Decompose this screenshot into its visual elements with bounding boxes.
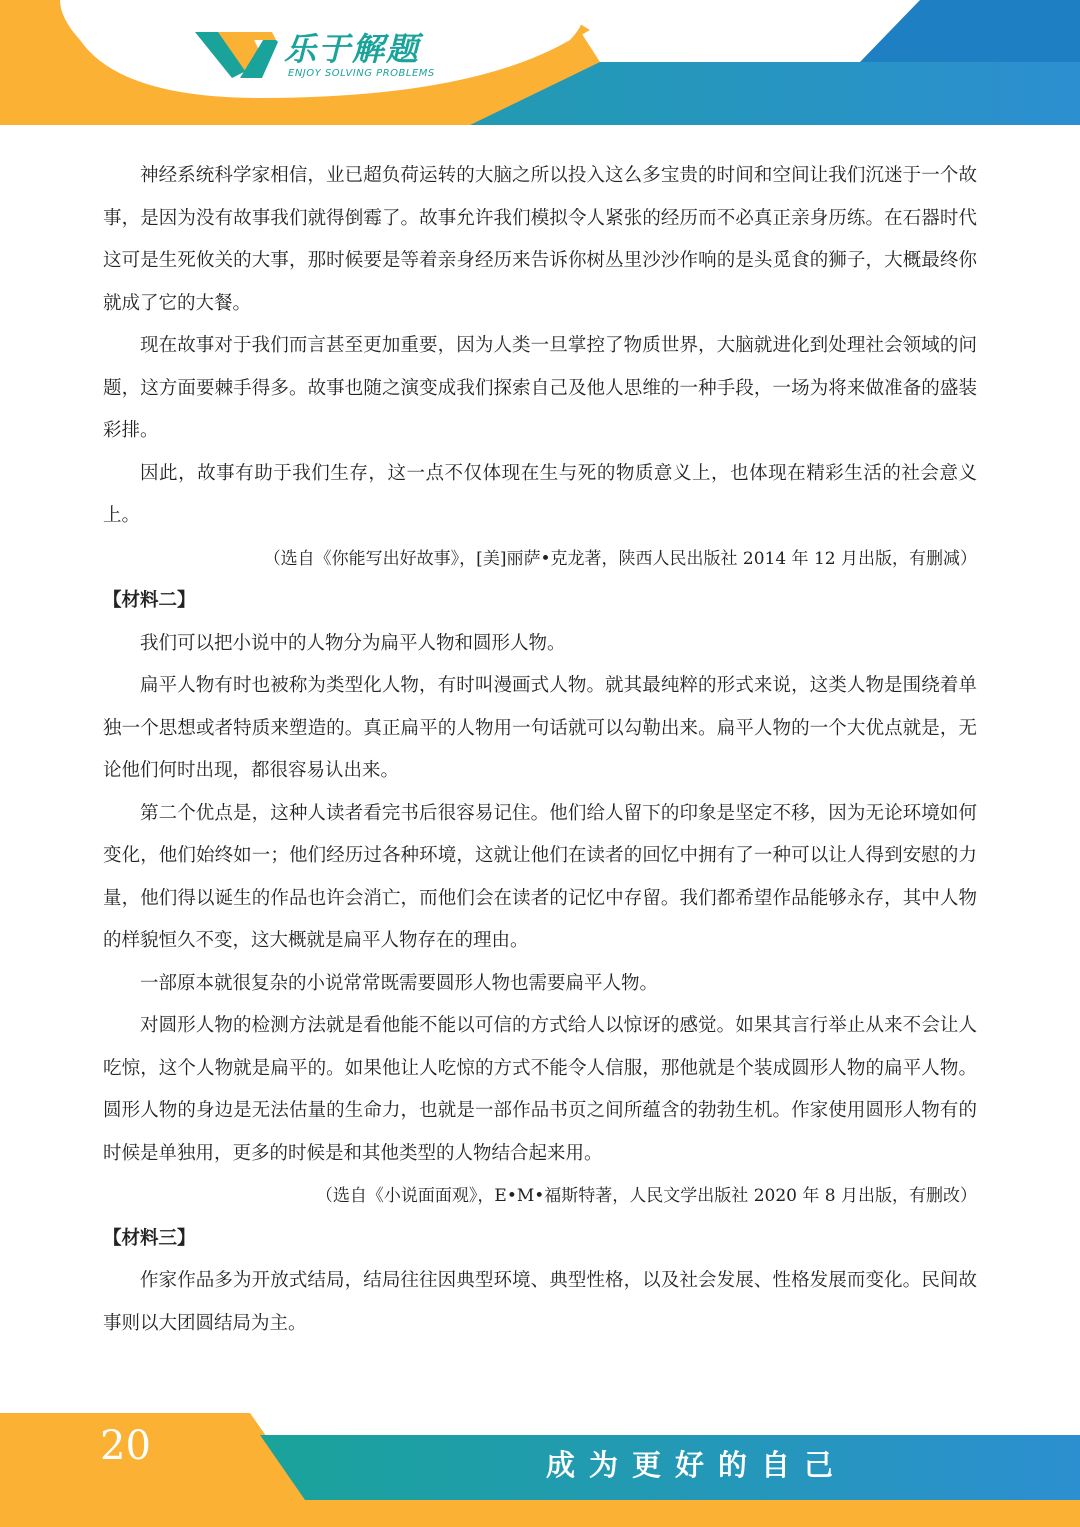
- paragraph: 一部原本就很复杂的小说常常既需要圆形人物也需要扁平人物。: [140, 972, 659, 994]
- source-citation: （选自《小说面面观》，E•M•福斯特著，人民文学出版社 2020 年 8 月出版，有删改）: [315, 1186, 977, 1206]
- section-heading: 【材料二】: [103, 590, 196, 611]
- page-footer: [0, 1405, 1080, 1527]
- paragraph: 第二个优点是，这种人读者看完书后很容易记住。他们给人留下的印象是坚定不移，因为无论环境如何变化，他们始终如一；他们经历过各种环境，这就让他们在读者的回忆中拥有了一种可以让人得到安慰的力量，他们得以诞生的作品也许会消亡，而他们会在读者的记忆中存留。我们都希望作品能够永存，其中人物的样貌恒久不变，这大概就是扁平人物存在的理由。: [103, 802, 977, 951]
- header-decoration: [0, 0, 1080, 125]
- article-body: [103, 155, 977, 1345]
- paragraph: 扁平人物有时也被称为类型化人物，有时叫漫画式人物。就其最纯粹的形式来说，这类人物是围绕着单独一个思想或者特质来塑造的。真正扁平的人物用一句话就可以勾勒出来。扁平人物的一个大优点就是，无论他们何时出现，都很容易认出来。: [103, 675, 977, 781]
- paragraph: 因此，故事有助于我们生存，这一点不仅体现在生与死的物质意义上，也体现在精彩生活的社会意义上。: [103, 462, 977, 526]
- footer-decoration: [0, 1405, 1080, 1527]
- brand-subtitle: ENJOY SOLVING PROBLEMS: [288, 68, 435, 79]
- page-number: 20: [100, 1423, 151, 1469]
- page-header: [0, 0, 1080, 125]
- source-citation: （选自《你能写出好故事》，[美]丽萨•克龙著，陕西人民出版社 2014 年 12 月出版，有删减）: [263, 548, 977, 569]
- paragraph: 作家作品多为开放式结局，结局往往因典型环境、典型性格，以及社会发展、性格发展而变化。民间故事则以大团圆结局为主。: [103, 1270, 977, 1334]
- paragraph: 神经系统科学家相信，业已超负荷运转的大脑之所以投入这么多宝贵的时间和空间让我们沉迷于一个故事，是因为没有故事我们就得倒霉了。故事允许我们模拟令人紧张的经历而不必真正亲身历练。在石器时代这可是生死攸关的大事，那时候要是等着亲身经历来告诉你树丛里沙沙作响的是头觅食的狮子，大概最终你就成了它的大餐。: [103, 165, 977, 314]
- paragraph: 对圆形人物的检测方法就是看他能不能以可信的方式给人以惊讶的感觉。如果其言行举止从来不会让人吃惊，这个人物就是扁平的。如果他让人吃惊的方式不能令人信服，那他就是个装成圆形人物的扁平人物。圆形人物的身边是无法估量的生命力，也就是一部作品书页之间所蕴含的勃勃生机。作家使用圆形人物有的时候是单独用，更多的时候是和其他类型的人物结合起来用。: [103, 1015, 977, 1164]
- paragraph: 我们可以把小说中的人物分为扁平人物和圆形人物。: [140, 632, 566, 654]
- paragraph: 现在故事对于我们而言甚至更加重要，因为人类一旦掌控了物质世界，大脑就进化到处理社会领域的问题，这方面要棘手得多。故事也随之演变成我们探索自己及他人思维的一种手段，一场为将来做准备的盛装彩排。: [103, 335, 977, 441]
- section-heading: 【材料三】: [103, 1227, 196, 1249]
- footer-slogan: 成为更好的自己: [546, 1448, 848, 1482]
- brand-title: 乐于解题: [284, 30, 421, 68]
